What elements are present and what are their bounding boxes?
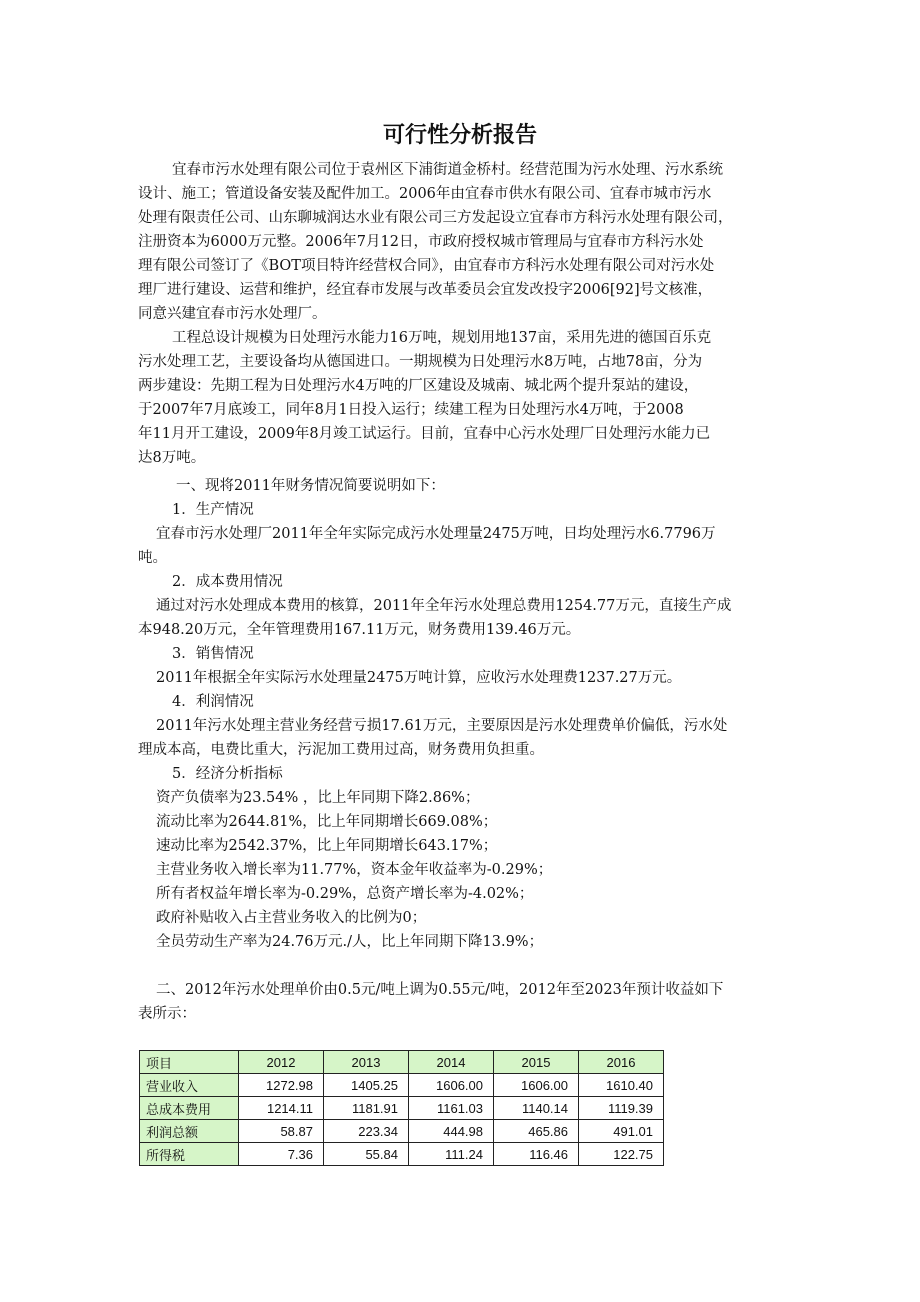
row-label: 营业收入 [140,1074,239,1097]
table-cell: 1606.00 [409,1074,494,1097]
table-cell: 223.34 [324,1120,409,1143]
paragraph-line: 同意兴建宜春市污水处理厂。 [138,306,327,322]
paragraph-line: 设计、施工；管道设备安装及配件加工。2006年由宜春市供水有限公司、宜春市城市污水 [138,186,712,202]
table-cell: 1606.00 [494,1074,579,1097]
paragraph-line: 达8万吨。 [138,450,206,466]
table-cell: 116.46 [494,1143,579,1166]
table-cell: 1272.98 [239,1074,324,1097]
subsection-heading: 5．经济分析指标 [172,766,283,782]
subsection-heading: 1．生产情况 [172,502,254,518]
paragraph-line: 年11月开工建设，2009年8月竣工试运行。目前，宜春中心污水处理厂日处理污水能力已 [138,426,711,442]
paragraph-line: 吨。 [138,550,167,566]
paragraph-line: 工程总设计规模为日处理污水能力16万吨，规划用地137亩，采用先进的德国百乐克 [172,330,712,346]
indicator-line: 全员劳动生产率为24.76万元./人，比上年同期下降13.9%； [156,934,544,950]
paragraph-line: 宜春市污水处理有限公司位于袁州区下浦街道金桥村。经营范围为污水处理、污水系统 [172,162,723,178]
indicator-line: 速动比率为2542.37%，比上年同期增长643.17%； [156,838,498,854]
paragraph-line: 两步建设：先期工程为日处理污水4万吨的厂区建设及城南、城北两个提升泵站的建设， [138,378,699,394]
indicator-line: 政府补贴收入占主营业务收入的比例为0； [156,910,427,926]
table-cell: 491.01 [579,1120,664,1143]
paragraph-line: 本948.20万元，全年管理费用167.11万元，财务费用139.46万元。 [138,622,581,638]
paragraph-line: 注册资本为6000万元整。2006年7月12日，市政府授权城市管理局与宜春市方科污水处 [138,234,704,250]
table-cell: 1405.25 [324,1074,409,1097]
table-header-cell: 2015 [494,1051,579,1074]
row-label: 总成本费用 [140,1097,239,1120]
table-cell: 111.24 [409,1143,494,1166]
table-row [140,1143,664,1166]
indicator-line: 流动比率为2644.81%，比上年同期增长669.08%； [156,814,498,830]
paragraph-line: 理厂进行建设、运营和维护，经宜春市发展与改革委员会宜发改投字2006[92]号文核准， [138,282,713,298]
table-row [140,1097,664,1120]
subsection-heading: 3．销售情况 [172,646,254,662]
table-header-row [140,1051,664,1074]
table-header-cell: 项目 [140,1051,239,1074]
table-cell: 444.98 [409,1120,494,1143]
table-header-cell: 2016 [579,1051,664,1074]
table-header-cell: 2012 [239,1051,324,1074]
paragraph-line: 宜春市污水处理厂2011年全年实际完成污水处理量2475万吨，日均处理污水6.7796万 [156,526,716,542]
indicator-line: 所有者权益年增长率为-0.29%，总资产增长率为-4.02%； [156,886,534,902]
table-header-cell: 2014 [409,1051,494,1074]
section-heading: 一、现将2011年财务情况简要说明如下： [176,478,445,494]
paragraph-line: 污水处理工艺，主要设备均从德国进口。一期规模为日处理污水8万吨，占地78亩，分为 [138,354,703,370]
paragraph-line: 表所示： [138,1006,196,1022]
page-title: 可行性分析报告 [382,123,537,148]
table-cell: 1140.14 [494,1097,579,1120]
subsection-heading: 4．利润情况 [172,694,254,710]
table-header-cell: 2013 [324,1051,409,1074]
row-label: 利润总额 [140,1120,239,1143]
table-cell: 122.75 [579,1143,664,1166]
table-cell: 58.87 [239,1120,324,1143]
paragraph-line: 2011年根据全年实际污水处理量2475万吨计算，应收污水处理费1237.27万元。 [156,670,682,686]
table-cell: 465.86 [494,1120,579,1143]
table-cell: 55.84 [324,1143,409,1166]
forecast-table [139,1050,664,1166]
paragraph-line: 处理有限责任公司、山东聊城润达水业有限公司三方发起设立宜春市方科污水处理有限公司， [138,210,733,226]
table-cell: 7.36 [239,1143,324,1166]
table-row [140,1120,664,1143]
table-cell: 1610.40 [579,1074,664,1097]
table-cell: 1119.39 [579,1097,664,1120]
section-heading: 二、2012年污水处理单价由0.5元/吨上调为0.55元/吨，2012年至2023年预计收益如下 [156,982,724,998]
indicator-line: 资产负债率为23.54% ，比上年同期下降2.86%； [156,790,480,806]
table-cell: 1214.11 [239,1097,324,1120]
paragraph-line: 于2007年7月底竣工，同年8月1日投入运行；续建工程为日处理污水4万吨，于2008 [138,402,684,418]
row-label: 所得税 [140,1143,239,1166]
subsection-heading: 2．成本费用情况 [172,574,283,590]
table-row [140,1074,664,1097]
table-cell: 1181.91 [324,1097,409,1120]
paragraph-line: 2011年污水处理主营业务经营亏损17.61万元，主要原因是污水处理费单价偏低，污水处 [156,718,728,734]
paragraph-line: 通过对污水处理成本费用的核算，2011年全年污水处理总费用1254.77万元，直接生产成 [156,598,732,614]
paragraph-line: 理有限公司签订了《BOT项目特许经营权合同》，由宜春市方科污水处理有限公司对污水处 [138,258,715,274]
table-cell: 1161.03 [409,1097,494,1120]
paragraph-line: 理成本高，电费比重大，污泥加工费用过高，财务费用负担重。 [138,742,544,758]
indicator-line: 主营业务收入增长率为11.77%，资本金年收益率为-0.29%； [156,862,553,878]
